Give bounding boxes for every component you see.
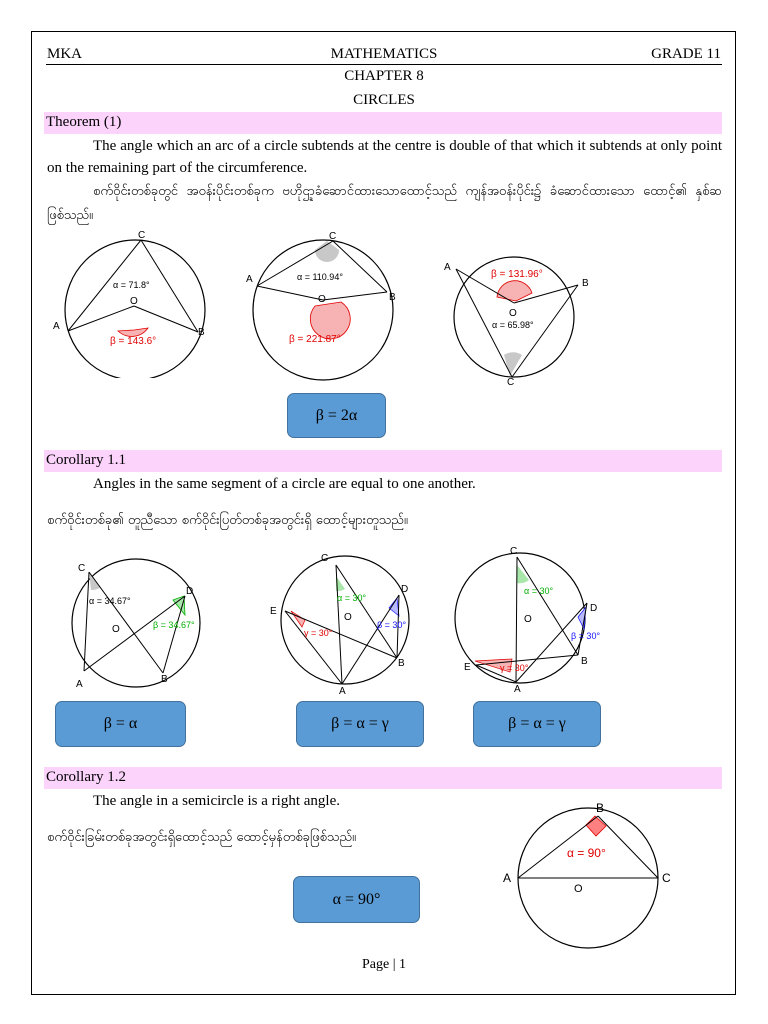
label-e: E: [270, 606, 277, 617]
label-c: C: [507, 377, 515, 388]
corollary11-text-en: Angles in the same segment of a circle are equal to one another.: [93, 476, 476, 492]
corollary11-text-my: စက်ဝိုင်းတစ်ခု၏ တူညီသော စက်ဝိုင်းပြတ်တစ်ခုအတွင်းရှိ ထောင့်များတူသည်။: [47, 513, 408, 528]
beta-label: β = 143.6°: [110, 336, 157, 347]
label-o: O: [130, 296, 138, 307]
label-a: A: [444, 262, 451, 273]
corollary11-figure-2: [265, 548, 430, 698]
theorem1-text-en: The angle which an arc of a circle subtends at the centre is double of that which it subtends at only point on the remaining part of the circumference.: [47, 138, 722, 176]
corollary12-figure: [500, 800, 685, 950]
corollary11-figure-1: [58, 558, 223, 698]
label-o: O: [318, 294, 326, 305]
label-b: B: [581, 656, 588, 667]
label-b: B: [582, 278, 589, 289]
label-b: B: [198, 327, 205, 338]
label-b: B: [398, 658, 405, 669]
corollary12-text-my: စက်ဝိုင်းခြမ်းတစ်ခုအတွင်းရှိထောင့်သည် ထောင့်မှန်တစ်ခုဖြစ်သည်။: [47, 830, 356, 845]
corollary12-text-en: The angle in a semicircle is a right angle.: [93, 793, 340, 809]
label-c: C: [138, 230, 146, 241]
label-b: B: [161, 674, 168, 685]
corollary12-band: [44, 767, 722, 789]
theorem1-text-my: စက်ဝိုင်းတစ်ခုတွင် အဝန်းပိုင်းတစ်ခုက ဗဟိုဌ္ဍာခံဆောင်ထားသောထောင့်သည် ကျန်အဝန်းပိုင်း၌ ခံဆောင်ထားသော ထောင့်၏ နှစ်ဆဖြစ်သည်။: [47, 184, 722, 223]
label-d: D: [401, 584, 409, 595]
page-title: CIRCLES: [353, 92, 415, 108]
label-o: O: [112, 624, 120, 635]
alpha-label: α = 90°: [567, 846, 606, 860]
corollary11-band: [44, 450, 722, 472]
label-c: C: [321, 553, 329, 564]
chapter-label: CHAPTER 8: [344, 68, 424, 84]
page-number: Page | 1: [361, 957, 407, 972]
corollary11-figure-3: [450, 545, 620, 695]
beta-label: β = 30°: [377, 620, 407, 630]
label-e: E: [464, 662, 471, 673]
alpha-label: α = 30°: [524, 586, 554, 596]
label-d: D: [186, 586, 194, 597]
theorem1-figure-2: [245, 228, 410, 383]
header-rule: [46, 64, 722, 65]
label-c: C: [510, 546, 518, 557]
theorem1-heading: Theorem (1): [46, 114, 122, 130]
label-a: A: [339, 686, 346, 697]
alpha-label: α = 65.98°: [492, 320, 534, 330]
label-b: B: [596, 801, 605, 815]
label-d: D: [590, 603, 598, 614]
theorem1-formula-box: β = 2α: [287, 393, 386, 438]
theorem1-figure-1: [48, 228, 213, 378]
corollary11-heading: Corollary 1.1: [46, 452, 126, 468]
gamma-label: γ = 30°: [500, 663, 529, 673]
beta-label: β = 30°: [571, 631, 601, 641]
label-c: C: [662, 871, 671, 885]
label-a: A: [503, 871, 512, 885]
label-o: O: [574, 883, 583, 895]
label-a: A: [76, 679, 83, 690]
corollary11-formula-box-2: β = α = γ: [296, 701, 424, 747]
header-center: MATHEMATICS: [330, 46, 438, 62]
label-c: C: [329, 231, 337, 242]
corollary12-formula-box: α = 90°: [293, 876, 420, 923]
theorem1-band: [44, 112, 722, 134]
beta-label: β = 34.67°: [153, 620, 195, 630]
gamma-label: γ = 30°: [304, 628, 333, 638]
label-a: A: [246, 274, 253, 285]
corollary12-heading: Corollary 1.2: [46, 769, 126, 785]
label-a: A: [53, 321, 60, 332]
beta-label: β = 131.96°: [491, 269, 543, 280]
label-b: B: [389, 292, 396, 303]
alpha-label: α = 34.67°: [89, 596, 131, 606]
beta-label: β = 221.87°: [289, 334, 341, 345]
label-a: A: [514, 684, 521, 695]
corollary11-formula-box-1: β = α: [55, 701, 186, 747]
corollary11-formula-box-3: β = α = γ: [473, 701, 601, 747]
theorem1-figure-3: [442, 255, 602, 395]
label-o: O: [524, 614, 532, 625]
header-left: MKA: [47, 46, 83, 62]
label-c: C: [78, 563, 86, 574]
alpha-label: α = 30°: [337, 593, 367, 603]
alpha-label: α = 71.8°: [113, 280, 150, 290]
label-o: O: [509, 308, 517, 319]
alpha-label: α = 110.94°: [297, 272, 343, 282]
label-o: O: [344, 612, 352, 623]
header-right: GRADE 11: [651, 46, 721, 62]
